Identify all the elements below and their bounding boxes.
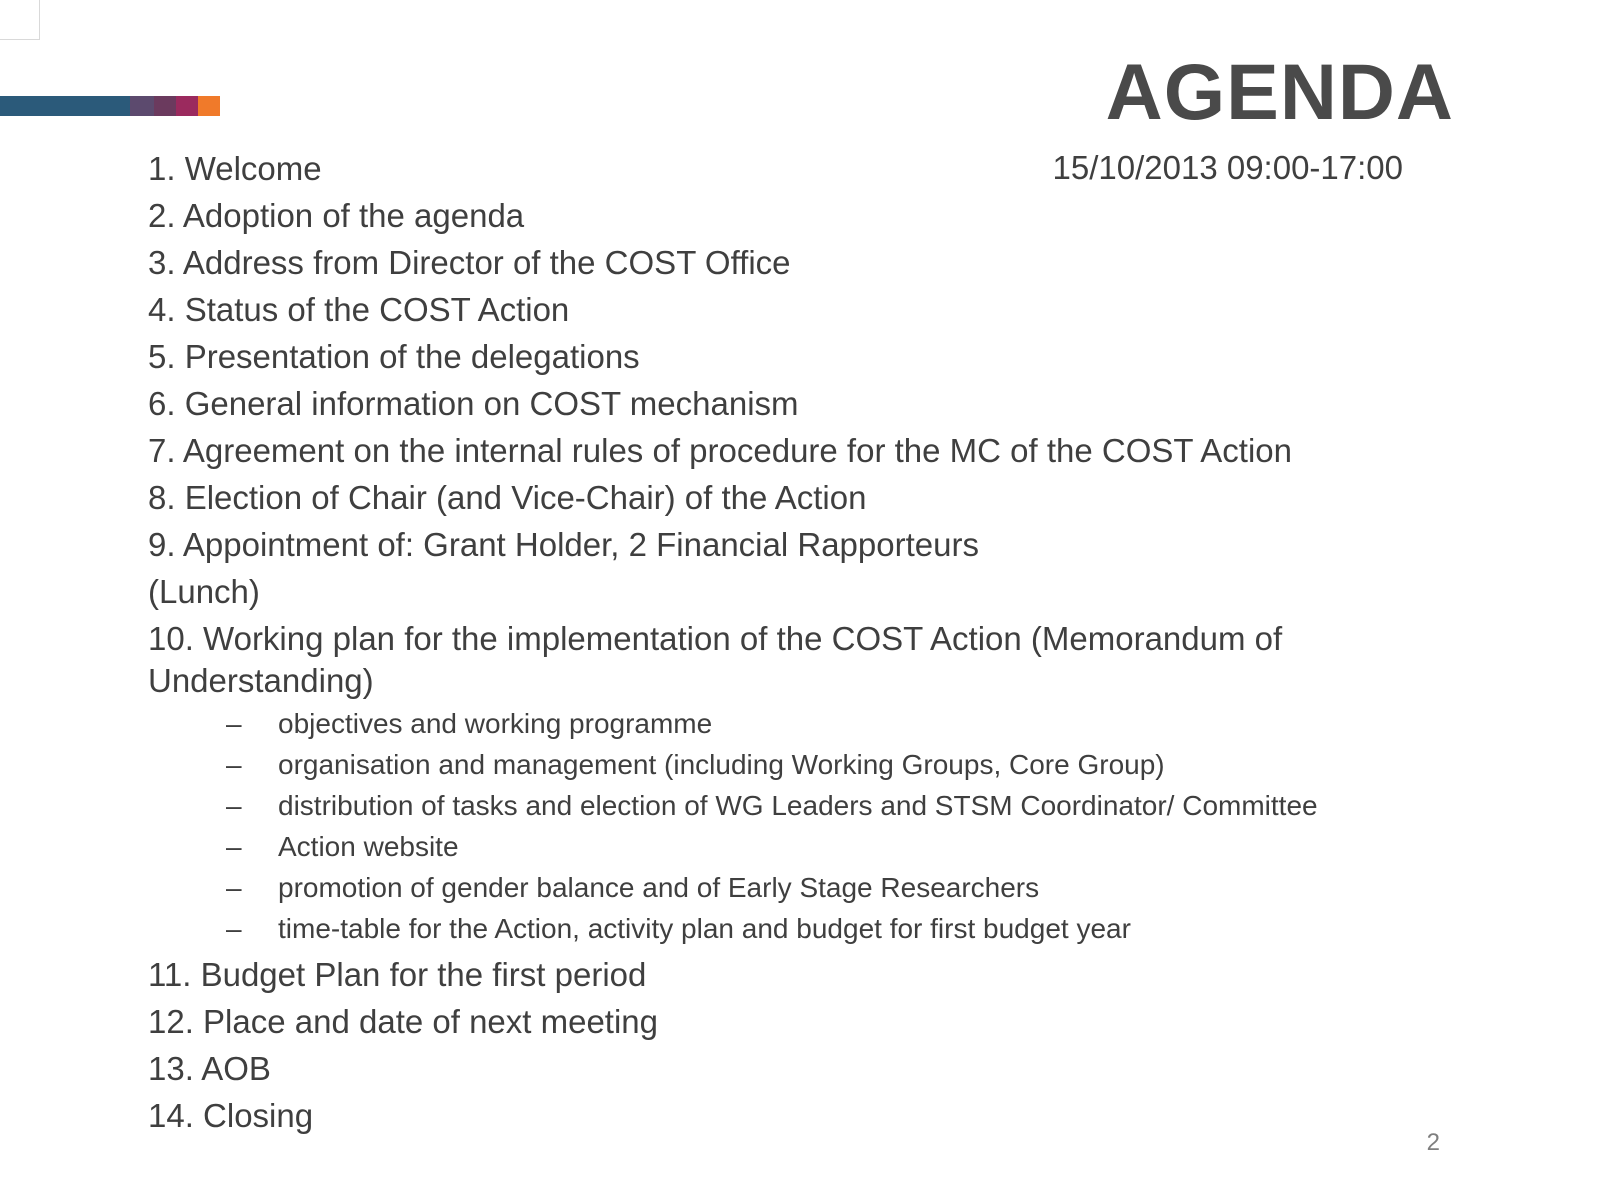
dash-bullet: – (226, 831, 242, 862)
agenda-item: 5. Presentation of the delegations (148, 338, 640, 375)
accent-color-bar (0, 96, 220, 116)
slide-title: AGENDA (1105, 47, 1454, 136)
meeting-datetime: 15/10/2013 09:00-17:00 (1052, 149, 1403, 186)
sub-item (148, 789, 1448, 823)
sub-item-text: distribution of tasks and election of WG Leaders and STSM Coordinator/ Committee (278, 790, 1318, 821)
agenda-item: 2. Adoption of the agenda (148, 197, 525, 234)
accent-segment-4 (176, 96, 198, 116)
agenda-item: 4. Status of the COST Action (148, 291, 570, 328)
sub-item-text: objectives and working programme (278, 708, 713, 739)
agenda-item: 6. General information on COST mechanism (148, 385, 799, 422)
agenda-item: 1. Welcome (148, 150, 322, 187)
slide-corner-mark (0, 0, 40, 40)
agenda-item: 9. Appointment of: Grant Holder, 2 Financial Rapporteurs (148, 526, 979, 563)
sub-item (148, 912, 1448, 946)
accent-segment-2 (130, 96, 154, 116)
agenda-item: 3. Address from Director of the COST Office (148, 244, 791, 281)
working-plan-subitems (148, 707, 1448, 946)
sub-item (148, 748, 1448, 782)
sub-item (148, 871, 1448, 905)
accent-segment-5 (198, 96, 220, 116)
sub-item (148, 707, 1448, 741)
accent-segment-3 (154, 96, 176, 116)
sub-item-text: promotion of gender balance and of Early Stage Researchers (278, 872, 1040, 903)
dash-bullet: – (226, 872, 242, 903)
accent-segment-1 (0, 96, 130, 116)
dash-bullet: – (226, 913, 242, 944)
sub-item-text: time-table for the Action, activity plan and budget for first budget year (278, 913, 1131, 944)
agenda-item: 13. AOB (148, 1050, 271, 1087)
agenda-item: 7. Agreement on the internal rules of procedure for the MC of the COST Action (148, 432, 1293, 469)
dash-bullet: – (226, 790, 242, 821)
page-number: 2 (1426, 1129, 1440, 1156)
dash-bullet: – (226, 708, 242, 739)
agenda-item: 8. Election of Chair (and Vice-Chair) of the Action (148, 479, 867, 516)
agenda-list (148, 148, 1448, 1142)
dash-bullet: – (226, 749, 242, 780)
agenda-item: 14. Closing (148, 1097, 314, 1134)
sub-item-text: Action website (278, 831, 459, 862)
lunch-break: (Lunch) (148, 573, 260, 610)
sub-item (148, 830, 1448, 864)
sub-item-text: organisation and management (including Working Groups, Core Group) (278, 749, 1165, 780)
agenda-item: 11. Budget Plan for the first period (148, 956, 647, 993)
agenda-item-working-plan: 10. Working plan for the implementation of the COST Action (Memorandum of Understanding) (148, 620, 1283, 699)
agenda-item: 12. Place and date of next meeting (148, 1003, 659, 1040)
